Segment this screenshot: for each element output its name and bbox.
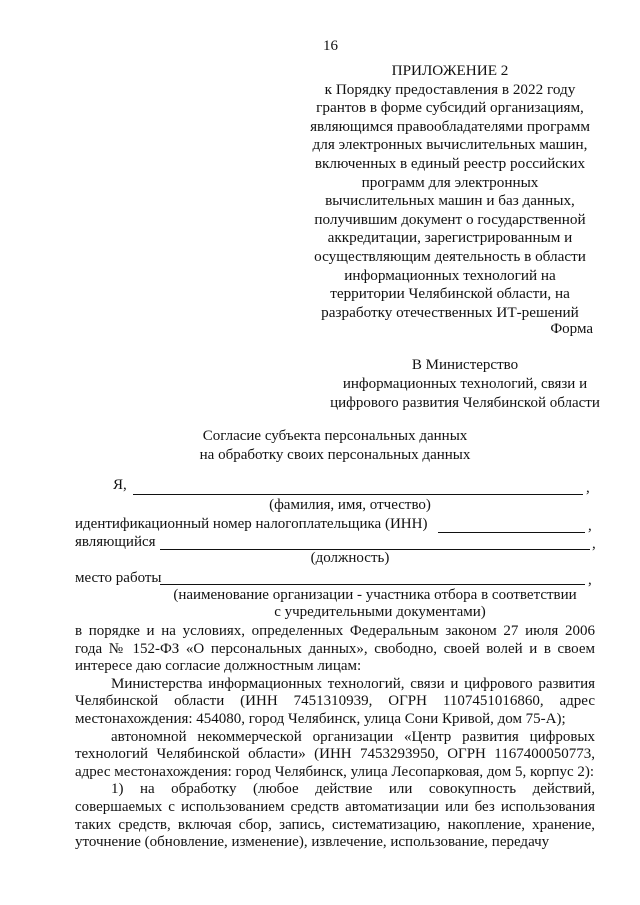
annex-line: аккредитации, зарегистрированным и [327, 229, 573, 247]
annex-line: включенных в единый реестр российских [314, 154, 586, 172]
addressee [300, 356, 630, 413]
workplace-field[interactable] [160, 584, 585, 585]
annex-heading: ПРИЛОЖЕНИЕ 2 [391, 62, 509, 79]
workplace-hint-2: с учредительными документами) [274, 604, 486, 620]
position-label: являющийся [75, 534, 156, 550]
inn-comma: , [588, 518, 592, 534]
title-line: Согласие субъекта персональных данных [202, 428, 468, 444]
annex-line: являющимся правообладателями программ [310, 117, 590, 135]
addressee-line: цифрового развития Челябинской области [330, 395, 600, 411]
fio-comma: , [586, 480, 590, 496]
paragraph: автономной некоммерческой организации «Центр развития цифровых технологий Челябинской области» (ИНН 7453293950, ОГРН 1167400050773, адрес местонахождения: город Челябинск, улица Лесопарковая, дом 5, корпус 2): [75, 728, 595, 780]
document-title [150, 427, 520, 465]
annex-line: программ для электронных [361, 173, 539, 191]
inn-field[interactable] [438, 532, 585, 533]
addressee-line: информационных технологий, связи и [342, 376, 588, 392]
paragraph: 1) на обработку (любое действие или совокупность действий, совершаемых с использованием средств автоматизации или без использования таких средств, включая сбор, запись, систематизацию, накопление, хранение, уточнение (обновление, изменение), извлечение, использование, передачу [75, 781, 595, 851]
annex-line: получившим документ о государственной [314, 210, 586, 228]
paragraph: Министерства информационных технологий, связи и цифрового развития Челябинской области (ИНН 7451310939, ОГРН 1107451016860, адрес местонахождения: 454080, город Челябинск, улица Сони Кривой, дом 75-А); [75, 675, 595, 727]
fio-field[interactable] [133, 494, 583, 495]
workplace-hint: (наименование организации - участника отбора в соответствии [173, 587, 577, 603]
annex-line: для электронных вычислительных машин, [312, 136, 588, 154]
annex-line: к Порядку предоставления в 2022 году [324, 80, 576, 98]
annex-line: осуществляющим деятельность в области [314, 247, 586, 265]
annex-line: вычислительных машин и баз данных, [325, 192, 575, 210]
fio-label: Я, [113, 477, 127, 493]
annex-line: территории Челябинской области, на [330, 285, 570, 303]
page-number: 16 [323, 38, 338, 54]
workplace-label: место работы [75, 570, 162, 586]
form-label: Форма [550, 321, 593, 337]
workplace-comma: , [588, 572, 592, 588]
position-hint: (должность) [310, 550, 390, 566]
annex-line: грантов в форме субсидий организациям, [316, 99, 584, 117]
consent-body [75, 623, 595, 852]
paragraph: в порядке и на условиях, определенных Федеральным законом 27 июля 2006 года № 152-ФЗ «О персональных данных», свободно, своей волей и в своем интересе даю согласие должностным лицам: [75, 623, 595, 675]
addressee-line: В Министерство [411, 357, 519, 373]
annex-line: информационных технологий на [344, 266, 556, 284]
annex-line: разработку отечественных ИТ-решений [321, 303, 579, 321]
annex-block [300, 62, 600, 322]
inn-label: идентификационный номер налогоплательщика (ИНН) [75, 516, 428, 532]
fio-hint: (фамилия, имя, отчество) [269, 497, 431, 513]
title-line: на обработку своих персональных данных [199, 447, 471, 463]
position-comma: , [592, 536, 596, 552]
